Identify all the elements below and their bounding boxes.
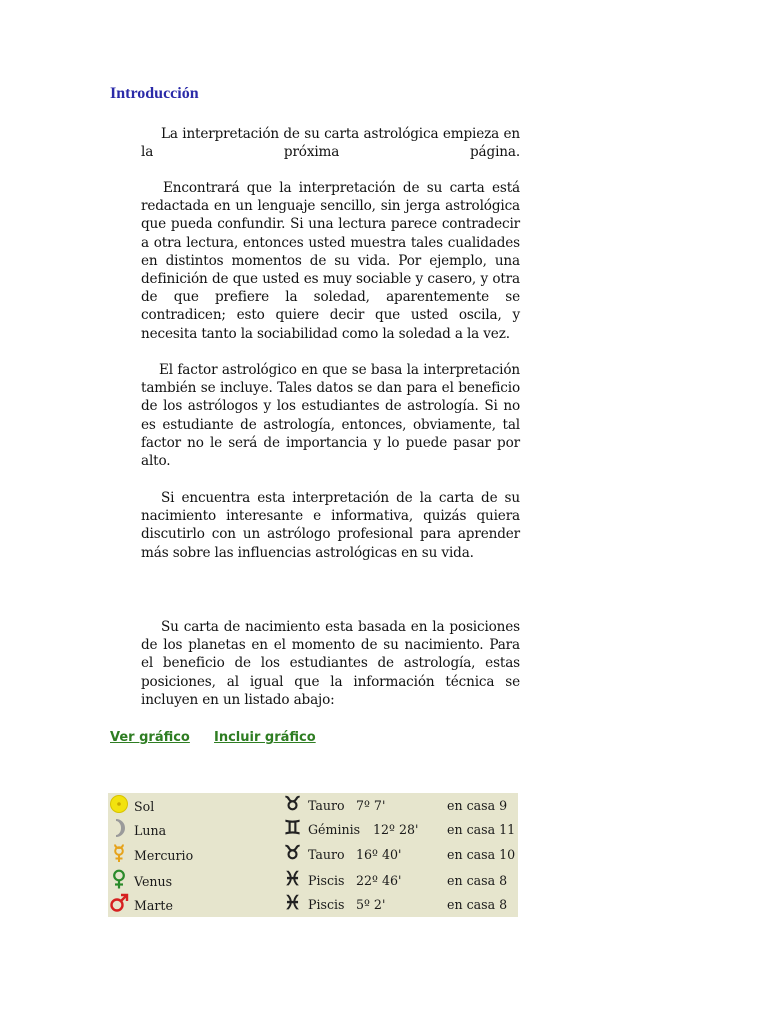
planet-positions-table bbox=[108, 793, 518, 917]
paragraph-text: El factor astrológico en que se basa la interpretación también se incluye. Tales datos se dan para el beneficio de los astrólogos y los estudiantes de astrología. Si no es estudiante de astrología, entonces, obviamente, tal factor no le será de importancia y lo puede pasar por alto. bbox=[141, 362, 520, 470]
paragraph-text: Encontrará que la interpretación de su carta está redactada en un lenguaje sencillo, sin jerga astrológica que pueda confundir. Si una lectura parece contradecir a otra lectura, entonces usted muestra tales cualidades en distintos momentos de su vida. Por ejemplo, una definición de que usted es muy sociable y casero, y otra de que prefiere la soledad, aparentemente se contradicen; esto quiere decir que usted oscila, y necesita tanto la sociabilidad como la soledad a la vez. bbox=[141, 180, 520, 342]
mercury-icon bbox=[109, 843, 129, 863]
moon-icon bbox=[109, 818, 129, 838]
incluir-grafico-link[interactable]: Incluir gráfico bbox=[214, 730, 316, 745]
planet-name: Venus bbox=[134, 874, 173, 889]
house: en casa 11 bbox=[447, 822, 516, 837]
sign-degree: 12º 28' bbox=[373, 822, 419, 837]
sign-degree: 22º 46' bbox=[356, 873, 402, 888]
mars-icon bbox=[109, 893, 129, 913]
table-row bbox=[108, 892, 518, 916]
sun-icon bbox=[109, 794, 129, 814]
sign-degree: 7º 7' bbox=[356, 798, 386, 813]
planet-name: Mercurio bbox=[134, 848, 194, 863]
venus-icon bbox=[109, 869, 129, 889]
pisces-icon: ♓︎ bbox=[284, 868, 302, 890]
table-row bbox=[108, 817, 518, 841]
sign-name: Piscis bbox=[308, 897, 345, 912]
planet-name: Luna bbox=[134, 823, 167, 838]
sign-degree: 5º 2' bbox=[356, 897, 386, 912]
sign-name: Piscis bbox=[308, 873, 345, 888]
house: en casa 9 bbox=[447, 798, 508, 813]
sign-name: Tauro bbox=[308, 847, 345, 862]
pisces-icon: ♓︎ bbox=[284, 892, 302, 914]
house: en casa 10 bbox=[447, 847, 516, 862]
sign-degree: 16º 40' bbox=[356, 847, 402, 862]
taurus-icon: ♉︎ bbox=[284, 793, 302, 815]
house: en casa 8 bbox=[447, 897, 508, 912]
paragraph bbox=[141, 125, 520, 161]
paragraph-text: Su carta de nacimiento esta basada en la posiciones de los planetas en el momento de su nacimiento. Para el beneficio de los estudiantes de astrología, estas posiciones, al igual que la información técnica se incluyen en un listado abajo: bbox=[141, 619, 520, 708]
ver-grafico-link[interactable]: Ver gráfico bbox=[110, 730, 190, 745]
house: en casa 8 bbox=[447, 873, 508, 888]
gemini-icon: ♊︎ bbox=[284, 817, 302, 839]
planet-name: Marte bbox=[134, 898, 173, 913]
paragraph bbox=[141, 179, 520, 343]
table-row bbox=[108, 868, 518, 892]
paragraph bbox=[141, 618, 520, 709]
sign-name: Géminis bbox=[308, 822, 361, 837]
taurus-icon: ♉︎ bbox=[284, 842, 302, 864]
paragraph-text: Si encuentra esta interpretación de la carta de su nacimiento interesante e informativa, quizás quiera discutirlo con un astrólogo profesional para aprender más sobre las influencias astrológicas en su vida. bbox=[141, 490, 520, 561]
page-title: Introducción bbox=[110, 85, 199, 102]
paragraph bbox=[141, 361, 520, 470]
table-row bbox=[108, 793, 518, 817]
planet-name: Sol bbox=[134, 799, 155, 814]
paragraph bbox=[141, 489, 520, 562]
sign-name: Tauro bbox=[308, 798, 345, 813]
paragraph-text: La interpretación de su carta astrológica empieza en la próxima página. bbox=[141, 126, 520, 161]
table-row bbox=[108, 842, 518, 866]
